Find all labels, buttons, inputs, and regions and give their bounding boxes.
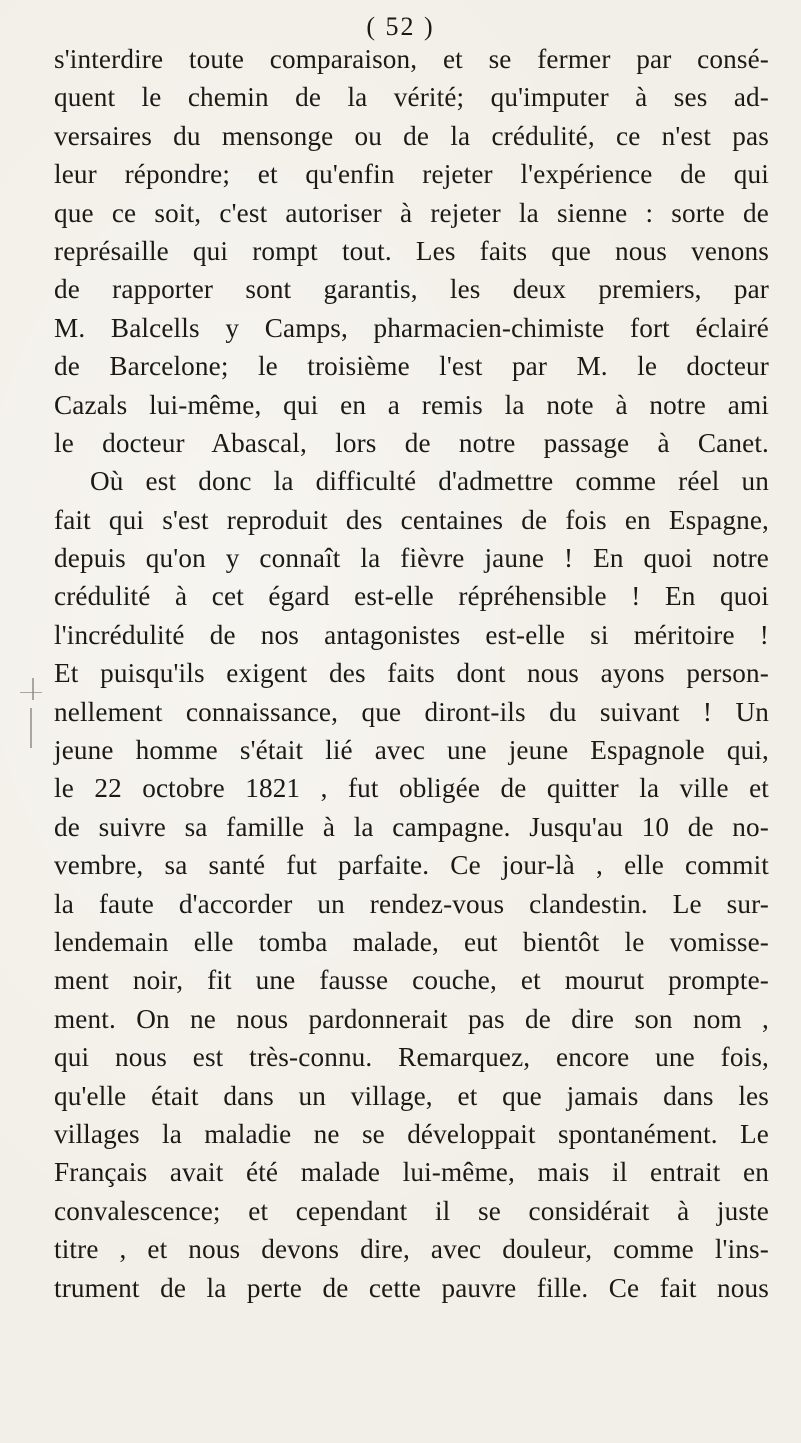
text-line: Français avait été malade lui-même, mais il entrait en	[54, 1157, 769, 1188]
text-line: Cazals lui-même, qui en a remis la note à notre ami	[54, 389, 769, 420]
text-line: le docteur Abascal, lors de notre passage à Canet.	[54, 427, 769, 458]
text-line: depuis qu'on y connaît la fièvre jaune ! En quoi notre	[54, 543, 769, 574]
text-line: nellement connaissance, que diront-ils du suivant ! Un	[54, 696, 769, 727]
text-line: fait qui s'est reproduit des centaines de fois en Espagne,	[54, 504, 769, 535]
text-line: s'interdire toute comparaison, et se fermer par consé-	[54, 44, 769, 74]
text-line: la faute d'accorder un rendez-vous clandestin. Le sur-	[54, 888, 769, 919]
text-line: ment noir, fit une fausse couche, et mourut prompte-	[54, 965, 769, 996]
text-line: de suivre sa famille à la campagne. Jusqu'au 10 de no-	[54, 811, 769, 842]
text-line: qui nous est très-connu. Remarquez, encore une fois,	[54, 1042, 769, 1073]
text-line: convalescence; et cependant il se considérait à juste	[54, 1195, 769, 1226]
text-line: de rapporter sont garantis, les deux premiers, par	[54, 274, 769, 305]
body-text	[54, 40, 769, 1307]
text-line: le 22 octobre 1821 , fut obligée de quitter la ville et	[54, 773, 769, 804]
text-line: trument de la perte de cette pauvre fille. Ce fait nous	[54, 1272, 769, 1303]
text-line: crédulité à cet égard est-elle répréhensible ! En quoi	[54, 581, 769, 612]
text-line: leur répondre; et qu'enfin rejeter l'expérience de qui	[54, 159, 769, 190]
text-line: quent le chemin de la vérité; qu'imputer à ses ad-	[54, 82, 769, 113]
text-line: l'incrédulité de nos antagonistes est-elle si méritoire !	[54, 619, 769, 650]
text-line: M. Balcells y Camps, pharmacien-chimiste fort éclairé	[54, 312, 769, 343]
text-line: de Barcelone; le troisième l'est par M. le docteur	[54, 351, 769, 382]
text-line: lendemain elle tomba malade, eut bientôt le vomisse-	[54, 926, 769, 957]
text-line: jeune homme s'était lié avec une jeune Espagnole qui,	[54, 735, 769, 766]
text-line: villages la maladie ne se développait spontanément. Le	[54, 1118, 769, 1149]
page-number: ( 52 )	[366, 12, 435, 41]
text-line: Où est donc la difficulté d'admettre comme réel un	[90, 466, 769, 497]
text-line: titre , et nous devons dire, avec douleur, comme l'ins-	[54, 1234, 769, 1265]
text-line: Et puisqu'ils exigent des faits dont nous ayons person-	[54, 658, 769, 689]
margin-mark	[20, 678, 46, 758]
text-line: vembre, sa santé fut parfaite. Ce jour-là , elle commit	[54, 850, 769, 881]
text-line: versaires du mensonge ou de la crédulité, ce n'est pas	[54, 120, 769, 151]
text-line: représaille qui rompt tout. Les faits que nous venons	[54, 235, 769, 266]
text-line: ment. On ne nous pardonnerait pas de dire son nom ,	[54, 1003, 769, 1034]
text-line: qu'elle était dans un village, et que jamais dans les	[54, 1080, 769, 1111]
text-line: que ce soit, c'est autoriser à rejeter la sienne : sorte de	[54, 197, 769, 228]
